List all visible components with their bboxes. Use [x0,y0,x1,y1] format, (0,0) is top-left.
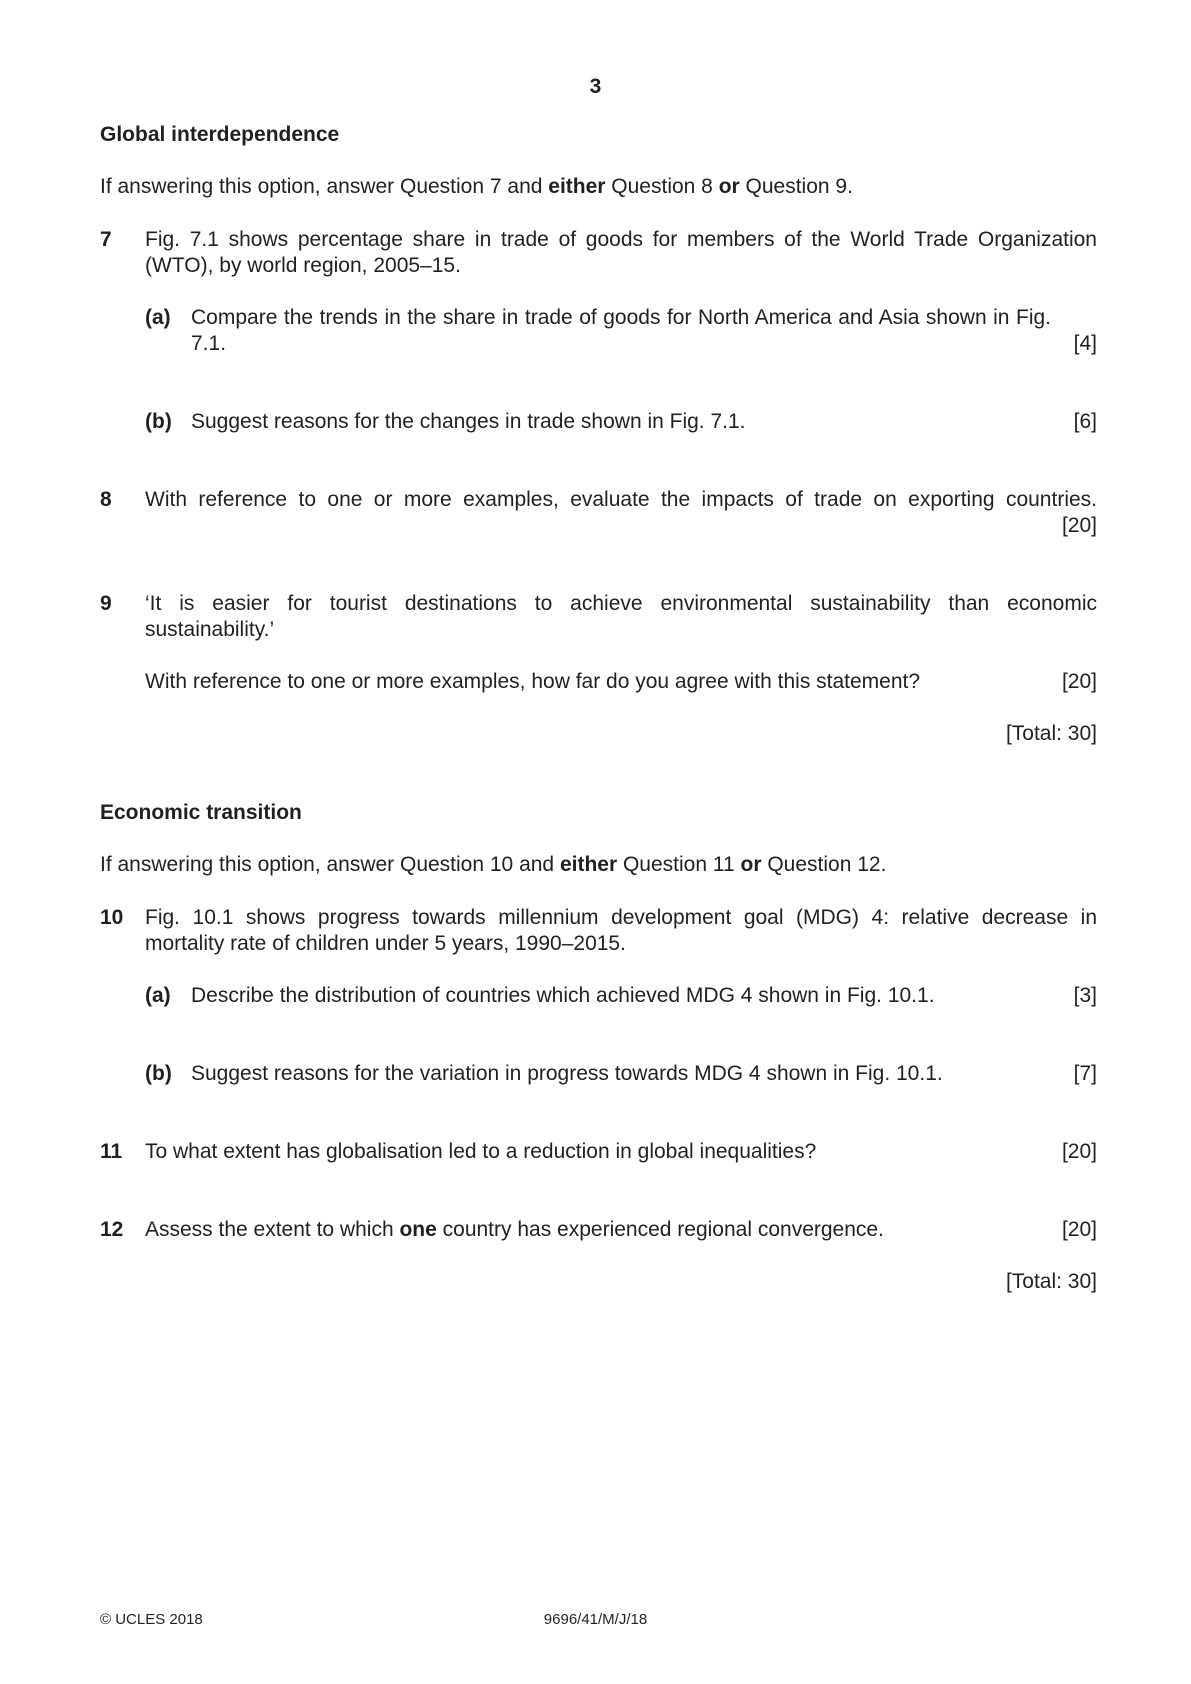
instruction-bold: or [718,175,740,198]
question-9-text: ‘It is easier for tourist destinations to achieve environmental sustainability than economic sustainability.’ [145,592,1097,641]
question-12-text-part: country has experienced regional convergence. [436,1218,884,1241]
question-8-text: With reference to one or more examples, evaluate the impacts of trade on exporting countries. [145,488,1097,511]
instruction-text: Question 9. [739,175,853,198]
instruction-text: Question 11 [617,853,741,876]
question-8-number: 8 [100,488,112,511]
instruction-bold: or [740,853,762,876]
question-7a-text: Compare the trends in the share in trade of goods for North America and Asia shown in Fig. 7.1. [191,306,1051,355]
instruction-text: If answering this option, answer Question 7 and [100,175,549,198]
question-10b-text: Suggest reasons for the variation in progress towards MDG 4 shown in Fig. 10.1. [191,1062,943,1085]
question-9-prompt: With reference to one or more examples, how far do you agree with this statement? [145,670,921,693]
question-7b-mark: [6] [1073,410,1097,433]
question-12-text-part: Assess the extent to which [145,1218,400,1241]
instruction-bold: either [559,853,618,876]
page-number: 3 [589,75,602,98]
instruction-text: Question 8 [605,175,719,198]
question-10a-label: (a) [145,984,171,1007]
section-heading-economic-transition: Economic transition [100,801,302,824]
section-instruction-economic [100,852,886,878]
question-12-mark: [20] [1061,1218,1097,1241]
question-11-number: 11 [100,1140,123,1163]
footer-copyright: © UCLES 2018 [100,1611,203,1628]
question-9-number: 9 [100,592,112,615]
question-10-text: Fig. 10.1 shows progress towards millennium development goal (MDG) 4: relative decrease in mortality rate of children under 5 years, 1990–2015. [145,906,1097,955]
question-10b-mark: [7] [1073,1062,1097,1085]
question-7b-label: (b) [145,410,172,433]
section-total-economic: [Total: 30] [1005,1270,1097,1293]
question-10a-mark: [3] [1073,984,1097,1007]
question-9-mark: [20] [1061,670,1097,693]
question-7b-text: Suggest reasons for the changes in trade shown in Fig. 7.1. [191,410,746,433]
question-7-text: Fig. 7.1 shows percentage share in trade of goods for members of the World Trade Organization (WTO), by world region, 2005–15. [145,228,1097,277]
section-total-global: [Total: 30] [1005,722,1097,745]
question-7a-label: (a) [145,306,171,329]
question-12-bold: one [399,1218,437,1241]
instruction-text: If answering this option, answer Question 10 and [100,853,560,876]
section-instruction-global [100,174,853,200]
section-heading-global-interdependence: Global interdependence [100,123,340,146]
question-10-number: 10 [100,906,124,929]
question-11-text: To what extent has globalisation led to a reduction in global inequalities? [145,1140,817,1163]
question-12-text [145,1217,884,1243]
question-10b-label: (b) [145,1062,172,1085]
question-10a-text: Describe the distribution of countries which achieved MDG 4 shown in Fig. 10.1. [191,984,935,1007]
footer-paper-code: 9696/41/M/J/18 [543,1611,648,1628]
question-7-number: 7 [100,228,112,251]
question-7a-mark: [4] [1073,332,1097,355]
question-12-number: 12 [100,1218,124,1241]
instruction-text: Question 12. [761,853,887,876]
instruction-bold: either [548,175,606,198]
question-8-mark: [20] [1061,514,1097,537]
question-11-mark: [20] [1061,1140,1097,1163]
